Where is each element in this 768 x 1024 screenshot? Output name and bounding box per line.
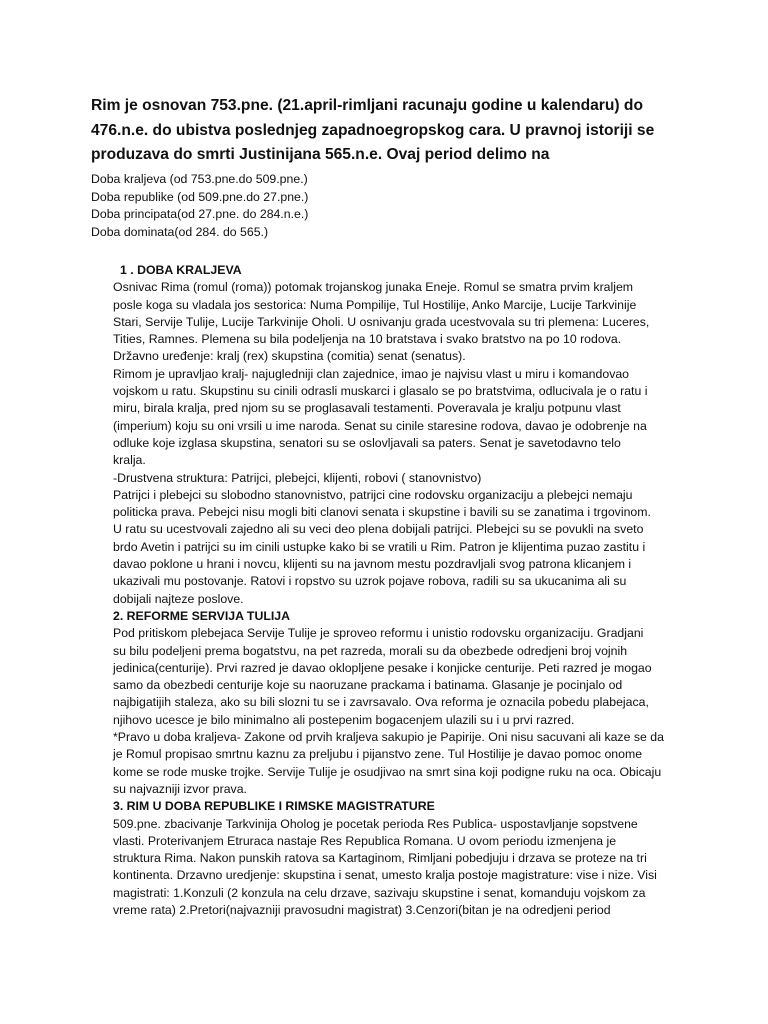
period-list bbox=[91, 171, 308, 241]
paragraph-line: kralja. bbox=[113, 453, 146, 468]
period-item: Doba principata(od 27.pne. do 284.n.e.) bbox=[91, 207, 309, 222]
paragraph-line: dobijali najteze poslove. bbox=[113, 591, 244, 606]
paragraph-line: Tities, Ramnes. Plemena su bila podeljenja na 10 bratstava i svako bratstvo na po 10 rodova. bbox=[113, 332, 622, 347]
paragraph-line: Patrijci i plebejci su slobodno stanovnistvo, patrijci cine rodovsku organizaciju a plebejci nemaju bbox=[113, 487, 633, 502]
paragraph-line: *Pravo u doba kraljeva- Zakone od prvih kraljeva sakupio je Papirije. Oni nisu sacuvani ali kaze se da bbox=[113, 730, 664, 745]
period-item: Doba kraljeva (od 753.pne.do 509.pne.) bbox=[91, 172, 308, 186]
period-item: Doba dominata(od 284. do 565.) bbox=[91, 224, 269, 239]
section-heading-reforme-servija-tulija: 2. REFORME SERVIJA TULIJA bbox=[113, 608, 290, 623]
document-body bbox=[113, 262, 693, 919]
paragraph-line: politicka prava. Pebejci nisu mogli biti clanovi senata i skupstine i bavili su se zanatima i trgovinom. bbox=[113, 505, 651, 520]
period-item: Doba republike (od 509.pne.do 27.pne.) bbox=[91, 189, 309, 204]
title-line: 476.n.e. do ubistva poslednjeg zapadnoegropskog cara. U pravnoj istoriji se bbox=[91, 121, 655, 139]
paragraph-line: kome se rode muske trojke. Servije Tulije je osudjivao na smrt sina koji podigne ruku na oca. Obicaju bbox=[113, 764, 662, 779]
paragraph-line: vojskom u ratu. Skupstinu su cinili odrasli muskarci i glasalo se po bratstvima, odlucivala je o ratu i bbox=[113, 384, 648, 399]
paragraph-line: Državno uređenje: kralj (rex) skupstina (comitia) senat (senatus). bbox=[113, 349, 466, 364]
paragraph-line: odluke koje izglasa skupstina, senatori su se oslovljavali sa paters. Senat je savetodavno telo bbox=[113, 435, 621, 450]
paragraph-line: 509.pne. zbacivanje Tarkvinija Oholog je pocetak perioda Res Publica- uspostavljanje sopstvene bbox=[113, 816, 638, 831]
paragraph-line: je Romul propisao smrtnu kaznu za preljubu i pijanstvo zene. Tul Hostilije je davao pomoc onome bbox=[113, 747, 643, 762]
paragraph-line: posle koga su vladala jos sestorica: Numa Pompilije, Tul Hostilije, Anko Marcije, Lucije Tarkvinije bbox=[113, 297, 637, 312]
paragraph-line: Osnivac Rima (romul (roma)) potomak trojanskog junaka Eneje. Romul se smatra prvim kraljem bbox=[113, 280, 634, 295]
paragraph-line: samo da obezbedi centurije koje su naoruzane prackama i batinama. Glasanje je pocinjalo od bbox=[113, 678, 623, 693]
paragraph-line: njihovo ucesce je bilo minimalno ali postepenim bogacenjem ulazili su i u prvi razred. bbox=[113, 712, 575, 727]
paragraph-line: Stari, Servije Tulije, Lucije Tarkvinije Oholi. U osnivanju grada ucestvovala su tri plemena: Luceres, bbox=[113, 314, 650, 329]
paragraph-line: su najvazniji izvor prava. bbox=[113, 781, 247, 796]
paragraph-line: Pod pritiskom plebejaca Servije Tulije je sproveo reformu i unistio rodovsku organizaciju. Gradjani bbox=[113, 626, 644, 641]
paragraph-line: U ratu su ucestvovali zajedno ali su veci deo plena dobijali patrijci. Plebejci su se povukli na sveto bbox=[113, 522, 644, 537]
paragraph-line: magistrati: 1.Konzuli (2 konzula na celu drzave, sazivaju skupstine i senat, komanduju vojskom za bbox=[113, 885, 646, 900]
paragraph-line: davao poklone u hrani i novcu, klijenti su na javnom mestu pozdravljali svog patrona klicanjem i bbox=[113, 557, 632, 572]
paragraph-line: vlasti. Proterivanjem Etruraca nastaje Res Republica Romana. U ovom periodu izmenjena je bbox=[113, 833, 617, 848]
paragraph-line: jedinica(centurije). Prvi razred je davao oklopljene pesake i konjicke centurije. Peti razred je mogao bbox=[113, 660, 652, 675]
paragraph-line: najbigatijih staleza, ako su bili slozni tu se i zavrsavalo. Ova reforma je oznacila pobedu plabejaca, bbox=[113, 695, 649, 710]
document-title bbox=[91, 94, 691, 168]
paragraph-line: Rimom je upravljao kralj- najugledniji clan zajednice, imao je najvisu vlast u miru i komandovao bbox=[113, 366, 630, 381]
section-heading-doba-kraljeva: 1 . DOBA KRALJEVA bbox=[120, 263, 242, 277]
paragraph-line: miru, birala kralja, pred njom su se proglasavali testamenti. Poveravala je kralju potpunu vlast bbox=[113, 401, 621, 416]
paragraph-line: vreme rata) 2.Pretori(najvazniji pravosudni magistrat) 3.Cenzori(bitan je na odredjeni period bbox=[113, 902, 611, 917]
paragraph-line: struktura Rima. Nakon punskih ratova sa Kartaginom, Rimljani pobedjuju i drzava se proteze na tri bbox=[113, 851, 647, 866]
section-heading-rim-u-doba-republike: 3. RIM U DOBA REPUBLIKE I RIMSKE MAGISTRATURE bbox=[113, 799, 435, 814]
title-line: Rim je osnovan 753.pne. (21.april-rimljani racunaju godine u kalendaru) do bbox=[91, 97, 643, 114]
paragraph-line: -Drustvena struktura: Patrijci, plebejci, klijenti, robovi ( stanovnistvo) bbox=[113, 470, 482, 485]
paragraph-line: kontinenta. Drzavno uredjenje: skupstina i senat, umesto kralja postoje magistrature: vise i nize. Visi bbox=[113, 868, 657, 883]
paragraph-line: ukazivali mu postovanje. Ratovi i ropstvo su uzrok pojave robova, radili su sa ukucanima ali su bbox=[113, 574, 627, 589]
title-line: produzava do smrti Justinijana 565.n.e. Ovaj period delimo na bbox=[91, 146, 550, 163]
paragraph-line: brdo Avetin i patrijci su im cinili ustupke kako bi se vratili u Rim. Patron je klijentima puzao zastitu i bbox=[113, 539, 646, 554]
paragraph-line: su bilu podeljeni prema bogatstvu, na pet razreda, morali su da obezbede odredjeni broj vojnih bbox=[113, 643, 628, 658]
paragraph-line: (imperium) koju su oni vrsili u ime naroda. Senat su cinile staresine rodova, davao je odobrenje na bbox=[113, 418, 647, 433]
